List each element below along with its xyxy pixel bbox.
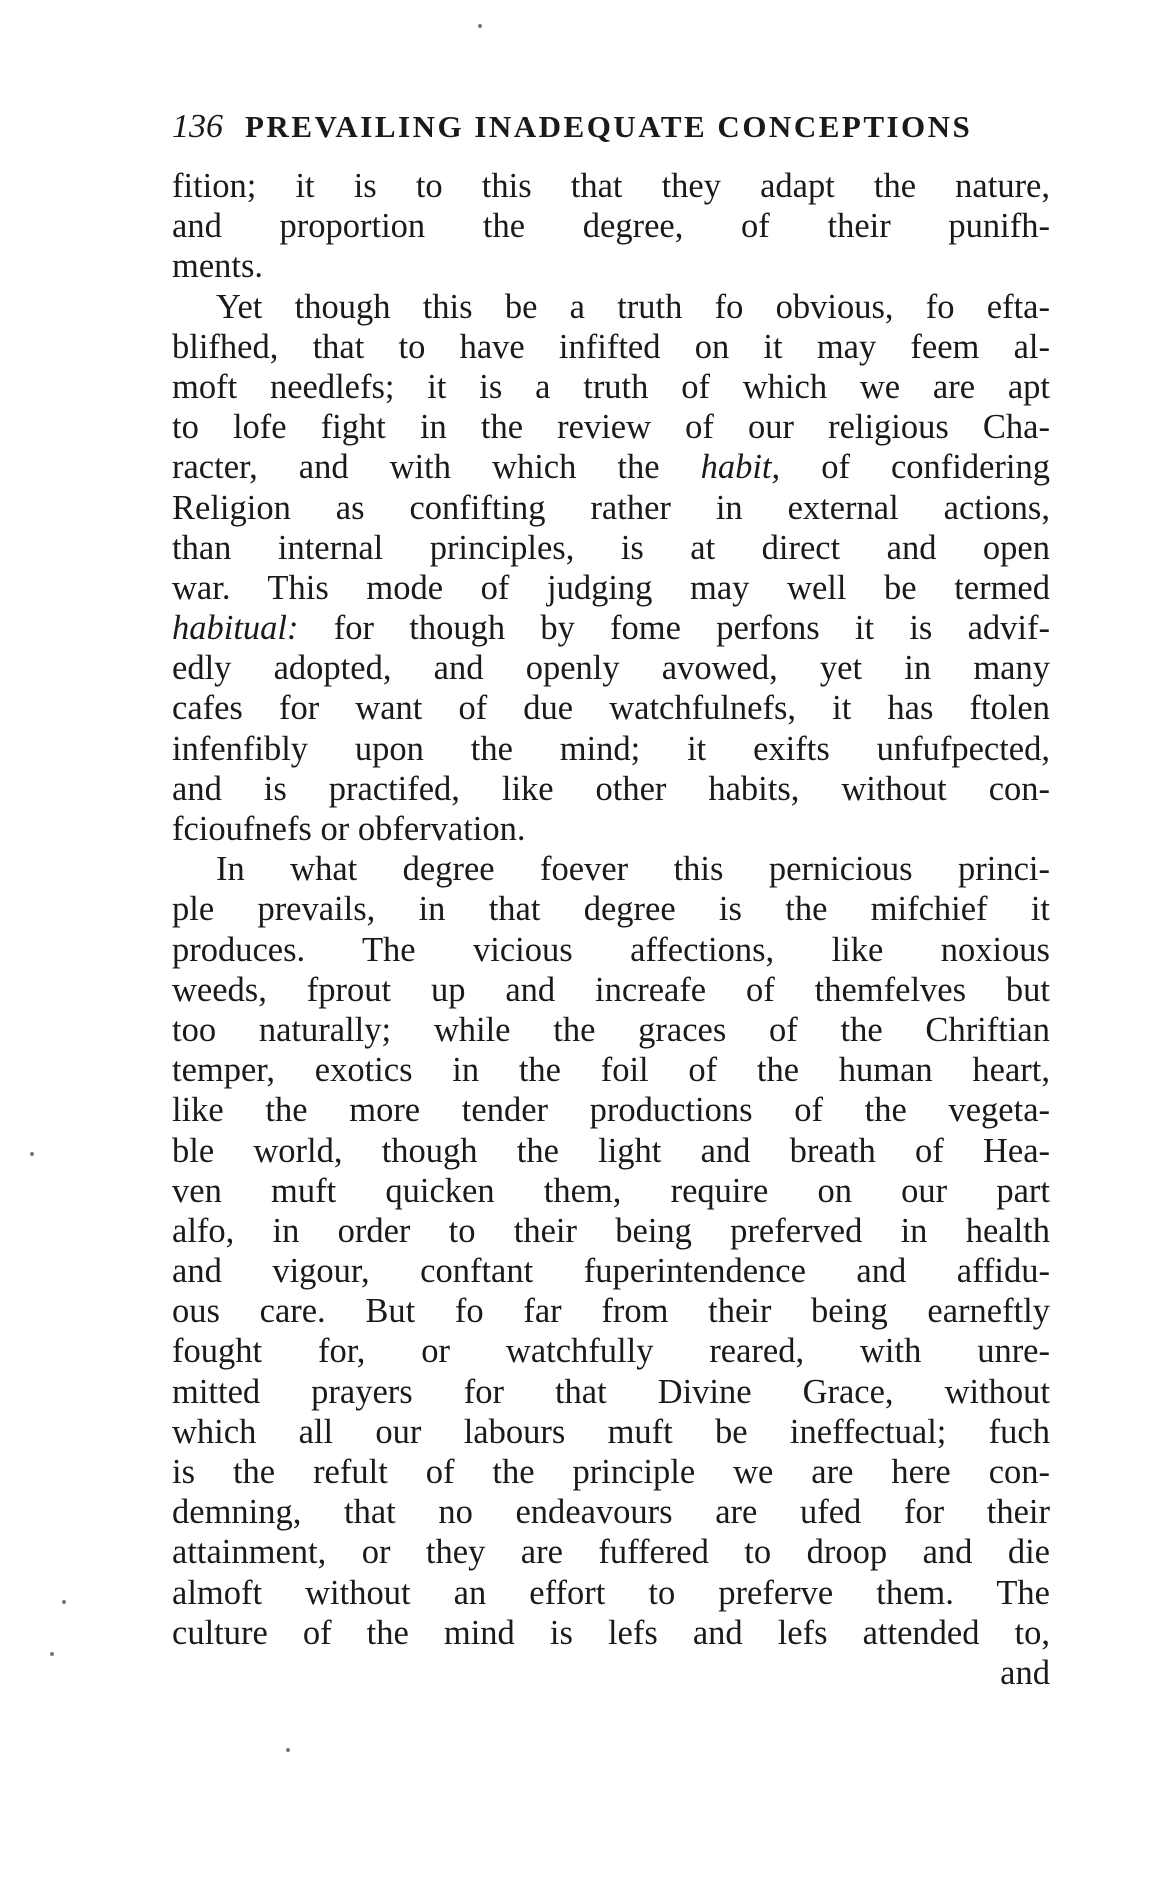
text-line: war. This mode of judging may well be termed bbox=[172, 568, 1050, 607]
body-text bbox=[172, 166, 1050, 1693]
page-number: 136 bbox=[172, 108, 223, 145]
text-line: edly adopted, and openly avowed, yet in many bbox=[172, 649, 1050, 688]
paper-speck bbox=[50, 1652, 54, 1656]
text-line: temper, exotics in the foil of the human heart, bbox=[172, 1051, 1050, 1090]
text-line: produces. The vicious affections, like noxious bbox=[172, 930, 1050, 969]
text-line: fought for, or watchfully reared, with unre- bbox=[172, 1332, 1050, 1371]
text-line: weeds, fprout up and increafe of themfelves but bbox=[172, 970, 1050, 1009]
text-line: alfo, in order to their being preferved in health bbox=[172, 1211, 1050, 1250]
text-line: too naturally; while the graces of the Chriftian bbox=[172, 1010, 1050, 1049]
emphasis: habitual: bbox=[172, 609, 299, 648]
text-line: In what degree foever this pernicious princi- bbox=[216, 850, 1050, 889]
text-line: to lofe fight in the review of our religious Cha- bbox=[172, 408, 1050, 447]
text-line: like the more tender productions of the vegeta- bbox=[172, 1091, 1050, 1130]
emphasis: habit, bbox=[700, 448, 781, 487]
paper-speck bbox=[30, 1152, 34, 1156]
paper-speck bbox=[478, 24, 482, 28]
running-head bbox=[172, 108, 1050, 156]
text-line: infenfibly upon the mind; it exifts unfufpected, bbox=[172, 729, 1050, 768]
text-line: and vigour, conftant fuperintendence and affidu- bbox=[172, 1252, 1050, 1291]
text-line: than internal principles, is at direct and open bbox=[172, 528, 1050, 567]
text-line: racter, and with which the habit, of confidering bbox=[172, 448, 1050, 487]
text-line: Yet though this be a truth fo obvious, fo efta- bbox=[216, 287, 1050, 326]
text-line: is the refult of the principle we are here con- bbox=[172, 1453, 1050, 1491]
text-line: ble world, though the light and breath of Hea- bbox=[172, 1131, 1050, 1170]
text-line: habitual: for though by fome perfons it is advif- bbox=[172, 609, 1050, 648]
text-line: and is practifed, like other habits, without con- bbox=[172, 769, 1050, 808]
text-line: blifhed, that to have infifted on it may feem al- bbox=[172, 327, 1050, 366]
paper-speck bbox=[286, 1748, 290, 1752]
text-line: culture of the mind is lefs and lefs attended to, bbox=[172, 1613, 1050, 1652]
text-line: ple prevails, in that degree is the mifchief it bbox=[172, 890, 1050, 929]
text-line: mitted prayers for that Divine Grace, without bbox=[172, 1372, 1050, 1411]
text-line: almoft without an effort to preferve them. The bbox=[172, 1573, 1050, 1612]
text-line: and proportion the degree, of their punifh- bbox=[172, 207, 1050, 246]
text-line: fition; it is to this that they adapt the nature, bbox=[172, 167, 1050, 205]
catchword: and bbox=[1000, 1653, 1050, 1692]
running-title: PREVAILING INADEQUATE CONCEPTIONS bbox=[245, 109, 973, 144]
text-line: ments. bbox=[172, 247, 264, 286]
text-line: demning, that no endeavours are ufed for their bbox=[172, 1493, 1050, 1532]
text-line: Religion as confifting rather in external actions, bbox=[172, 488, 1050, 527]
paper-speck bbox=[62, 1600, 66, 1604]
text-line: fcioufnefs or obfervation. bbox=[172, 810, 526, 848]
text-line: which all our labours muft be ineffectual; fuch bbox=[172, 1412, 1050, 1451]
text-line: attainment, or they are fuffered to droop and die bbox=[172, 1533, 1050, 1572]
text-line: ven muft quicken them, require on our part bbox=[172, 1171, 1050, 1210]
text-line: cafes for want of due watchfulnefs, it has ftolen bbox=[172, 689, 1050, 728]
text-line: ous care. But fo far from their being earneftly bbox=[172, 1292, 1050, 1331]
text-line: moft needlefs; it is a truth of which we are apt bbox=[172, 367, 1050, 406]
